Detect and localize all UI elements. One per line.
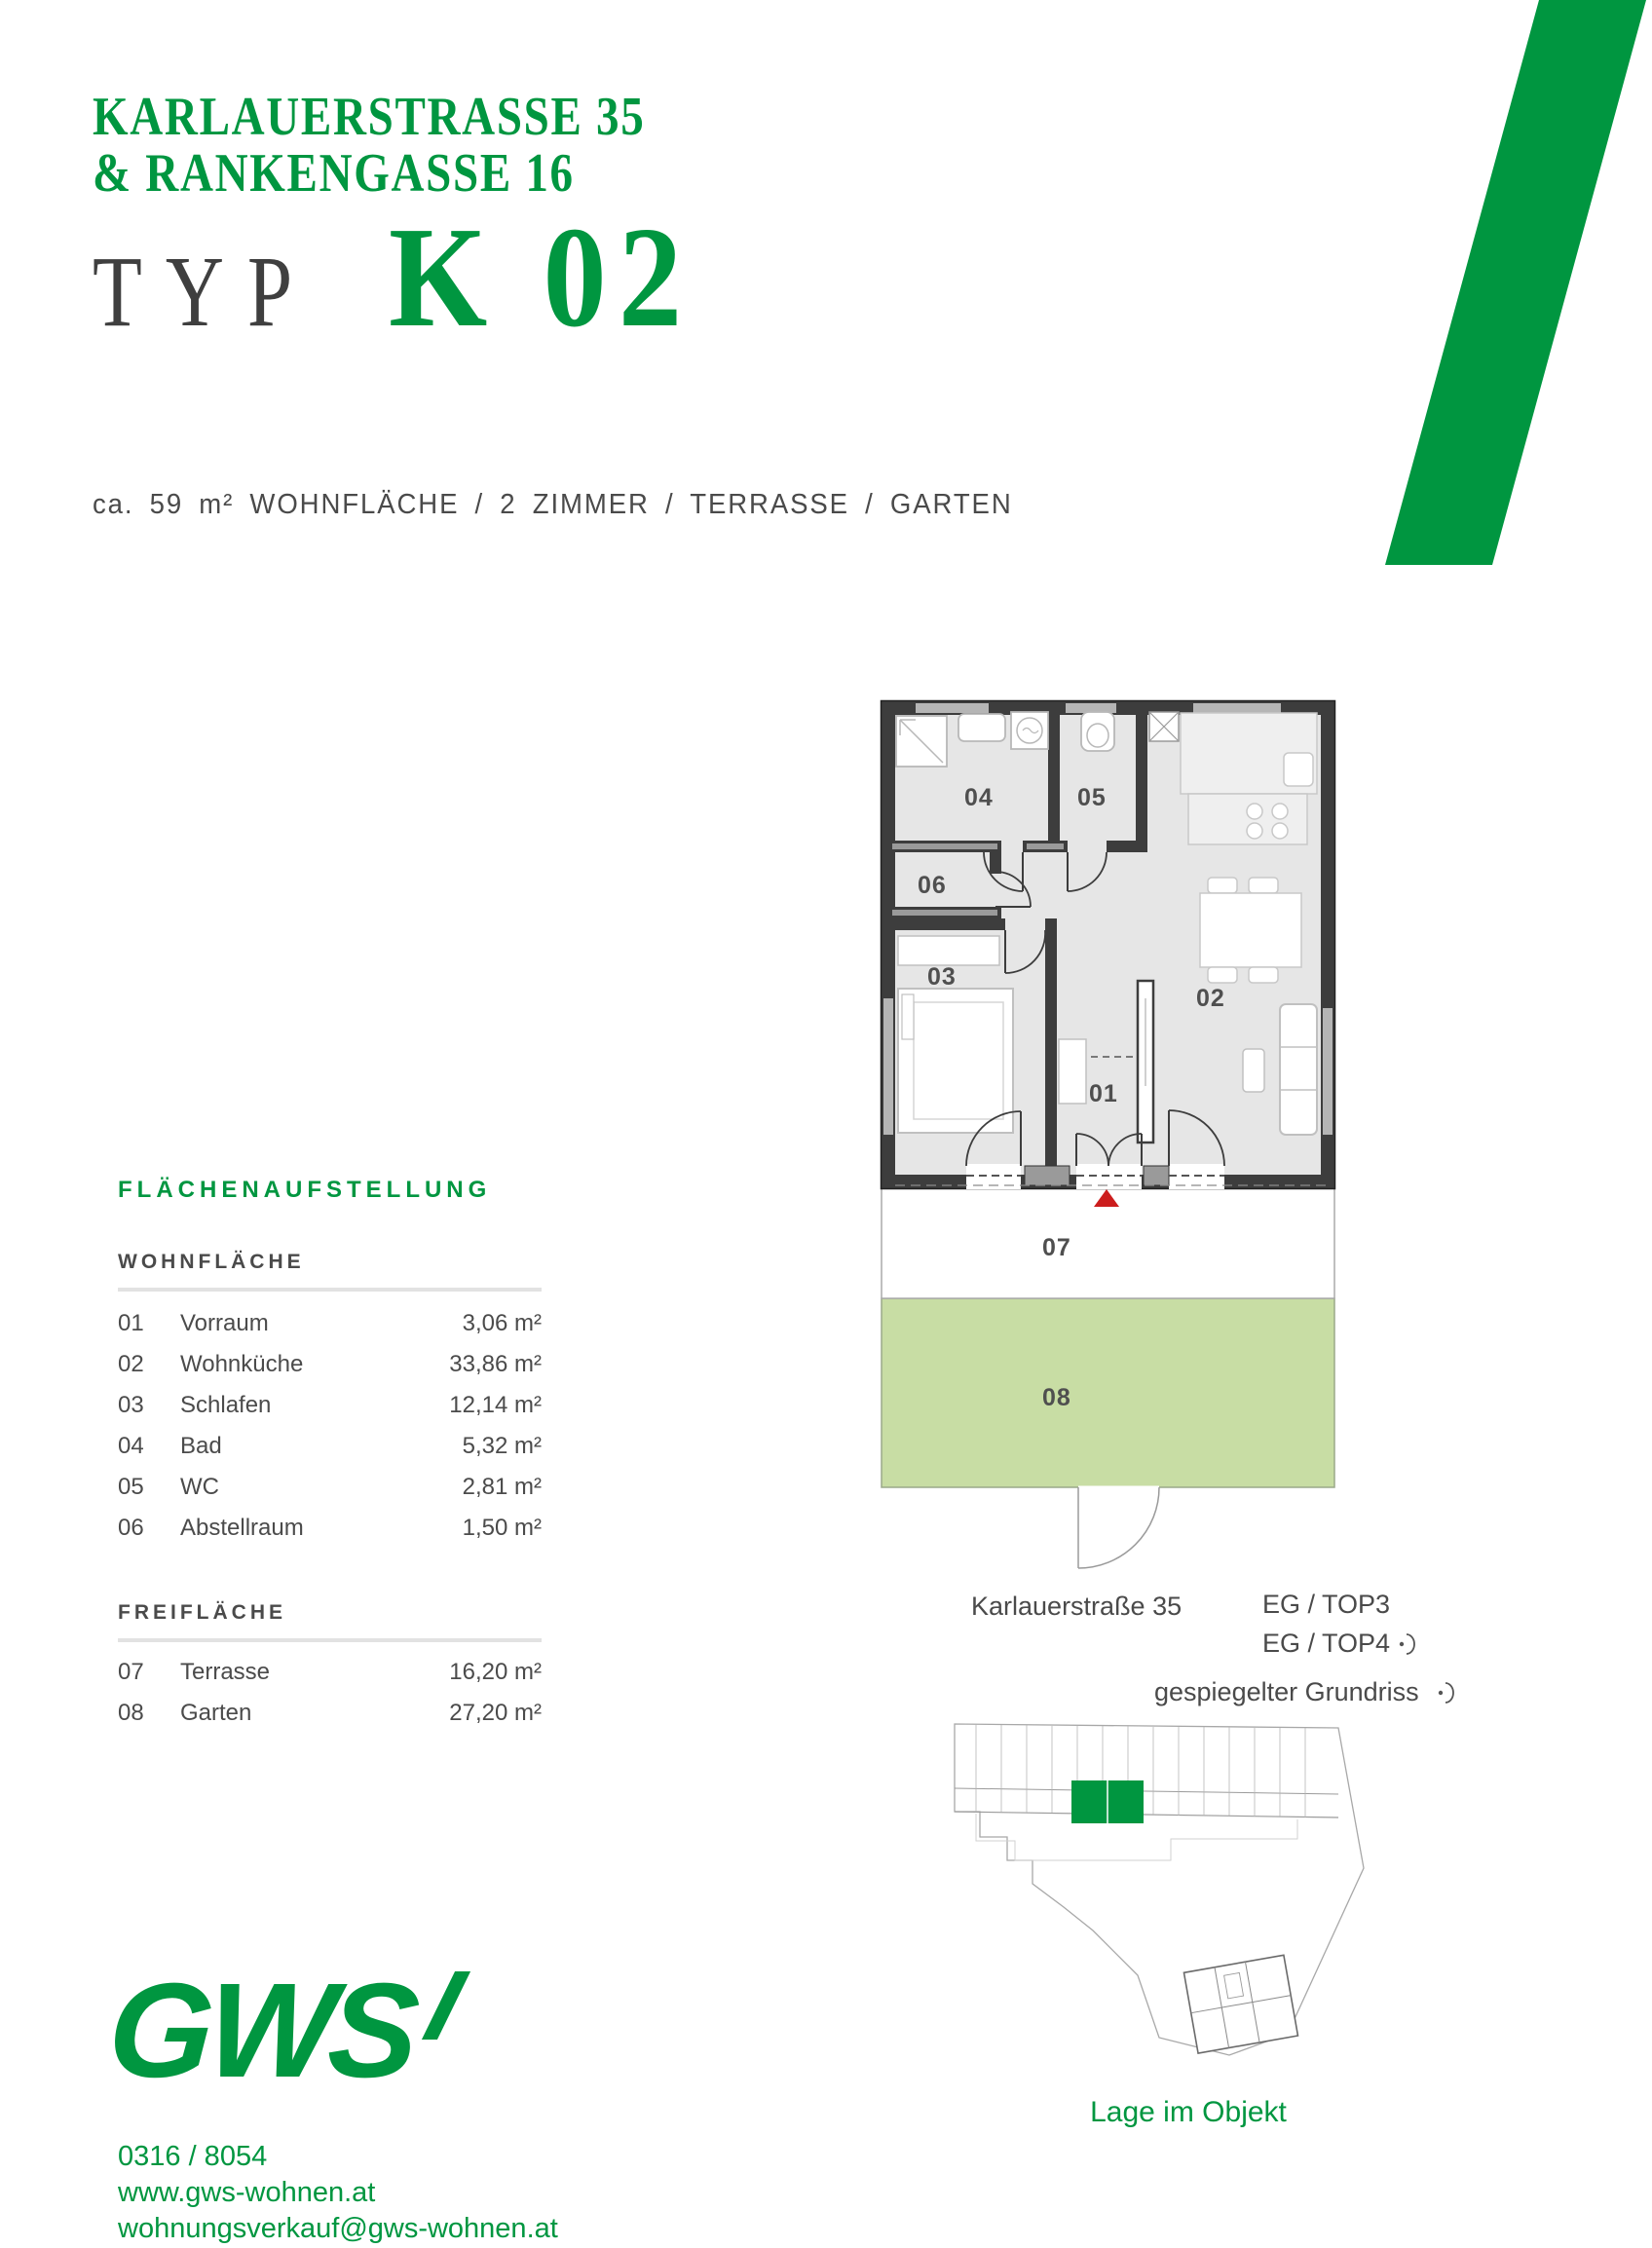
wall-05-02 [1136, 708, 1147, 841]
table-row: 07 Terrasse 16,20 m² [118, 1659, 542, 1685]
wardrobe-vorraum [1059, 1039, 1086, 1104]
table-row: 02 Wohnküche 33,86 m² [118, 1351, 542, 1377]
divider [118, 1288, 542, 1292]
room-label-04: 04 [964, 784, 994, 811]
sofa [1280, 1004, 1317, 1135]
table-row: 03 Schlafen 12,14 m² [118, 1392, 542, 1418]
divider [118, 1638, 542, 1642]
wall-03-01 [1045, 918, 1057, 1170]
unit-row: EG / TOP 3 [1262, 1590, 1391, 1619]
site-boundary [955, 1724, 1364, 2055]
room-label-06: 06 [918, 872, 947, 899]
location-caption: Lage im Objekt [1090, 2096, 1287, 2128]
gws-logo-text: GWS [103, 1956, 419, 2106]
window-sill [1144, 1166, 1169, 1185]
phone-number: 0316 / 8054 [118, 2141, 268, 2172]
contact-block [118, 2139, 558, 2247]
freiflaeche-rows [118, 1652, 542, 1734]
mirror-icon [1398, 1631, 1417, 1657]
email-link[interactable]: wohnungsverkauf@gws-wohnen.at [118, 2213, 558, 2244]
cooktop-burner [1247, 823, 1262, 839]
unit-list [1262, 1590, 1391, 1659]
room-label-02: 02 [1196, 985, 1225, 1012]
bed [898, 989, 1013, 1133]
section-title-freiflaeche: FREIFLÄCHE [118, 1601, 286, 1624]
room-label-07: 07 [1042, 1234, 1071, 1261]
table-row: 06 Abstellraum 1,50 m² [118, 1515, 542, 1541]
cooktop-burner [1272, 823, 1288, 839]
unit-row: EG / TOP 4 [1262, 1629, 1391, 1659]
chair [1249, 967, 1278, 983]
garden-gate-arc [1078, 1487, 1159, 1568]
table-row: 08 Garten 27,20 m² [118, 1700, 542, 1726]
pillow [902, 994, 914, 1039]
window-wohnen [1323, 1008, 1333, 1135]
project-title-line2: & RANKENGASSE 16 [93, 143, 575, 204]
table-row: 05 WC 2,81 m² [118, 1474, 542, 1500]
mirror-note: gespiegelter Grundriss [1154, 1677, 1456, 1707]
wall-04-05 [1048, 708, 1060, 841]
table-row: 04 Bad 5,32 m² [118, 1433, 542, 1459]
window-sill [1025, 1166, 1070, 1185]
website-link[interactable]: www.gws-wohnen.at [118, 2177, 376, 2208]
chair [1249, 878, 1278, 893]
project-title-line1: KARLAUERSTRASSE 35 [93, 87, 646, 147]
room-label-05: 05 [1077, 784, 1107, 811]
washbasin [958, 714, 1005, 741]
room-label-03: 03 [927, 963, 957, 991]
window-schlafen [883, 998, 893, 1135]
cooktop-burner [1272, 804, 1288, 819]
section-title-wohnflaeche: WOHNFLÄCHE [118, 1251, 305, 1273]
gws-logo-slash-mark [422, 1971, 470, 2040]
chair [1208, 878, 1237, 893]
toilet [1081, 712, 1114, 751]
table-row: 01 Vorraum 3,06 m² [118, 1310, 542, 1336]
floor-plan [857, 677, 1364, 1602]
garden-area [882, 1298, 1334, 1487]
kitchen-sink [1284, 753, 1313, 786]
dining-table [1200, 893, 1301, 967]
mirror-icon [1437, 1680, 1456, 1705]
street-address: Karlauerstraße 35 [971, 1592, 1183, 1621]
room-label-01: 01 [1089, 1080, 1118, 1107]
window-bad [916, 703, 989, 713]
green-stripe-decoration [1381, 0, 1652, 565]
type-heading [93, 199, 736, 357]
chair [1208, 967, 1237, 983]
type-code: K 02 [389, 198, 695, 357]
type-label: TYP [93, 236, 317, 348]
wohnflaeche-rows [118, 1303, 542, 1549]
kitchen-island [1188, 794, 1307, 844]
window-kueche [1193, 703, 1281, 713]
side-table [1243, 1049, 1264, 1092]
cooktop-burner [1247, 804, 1262, 819]
area-table-heading: FLÄCHENAUFSTELLUNG [118, 1177, 492, 1203]
apartment-summary: ca. 59 m² WOHNFLÄCHE / 2 ZIMMER / TERRASSE / GARTEN [93, 489, 1013, 520]
wardrobe-schlafen [898, 936, 999, 965]
lower-wing [1183, 1955, 1297, 2053]
gws-logo [103, 1956, 454, 2106]
site-plan [947, 1712, 1391, 2075]
room-label-08: 08 [1042, 1384, 1071, 1411]
